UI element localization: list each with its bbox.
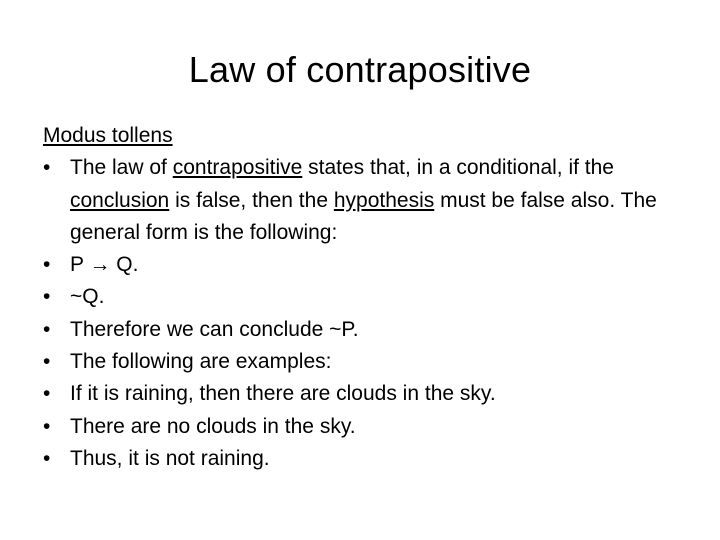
bullet-icon: • (43, 382, 51, 406)
slide-content (43, 120, 693, 475)
bullet-text: The following are examples: (70, 350, 332, 374)
bullet-text: ~Q. (70, 285, 105, 309)
list-item (43, 314, 693, 346)
bullet-text-part: The law of (70, 156, 173, 180)
list-item (43, 378, 693, 410)
list-item (43, 249, 693, 281)
conclusion-link[interactable]: conclusion (70, 188, 170, 212)
bullet-text-part: must be false also. The general form is the following: (70, 188, 657, 244)
bullet-text-part: states that, in a conditional, if the (302, 156, 614, 180)
modus-tollens-link[interactable]: Modus tollens (43, 124, 173, 147)
bullet-icon: • (43, 446, 51, 470)
slide-title: Law of contrapositive (188, 49, 532, 90)
bullet-icon: • (43, 253, 51, 277)
list-item (43, 152, 693, 249)
bullet-list (43, 152, 693, 475)
bullet-text: If it is raining, then there are clouds in the sky. (70, 382, 496, 406)
bullet-icon: • (43, 414, 51, 438)
bullet-text-part: is false, then the (169, 188, 334, 212)
bullet-icon: • (43, 156, 51, 180)
list-item (43, 346, 693, 378)
bullet-text: Thus, it is not raining. (70, 446, 270, 470)
bullet-icon: • (43, 350, 51, 374)
contrapositive-link[interactable]: contrapositive (172, 156, 303, 180)
bullet-icon: • (43, 317, 51, 341)
bullet-text: There are no clouds in the sky. (70, 414, 356, 438)
list-item (43, 443, 693, 475)
bullet-text: Therefore we can conclude ~P. (70, 317, 359, 341)
bullet-icon: • (43, 285, 51, 309)
list-item (43, 281, 693, 313)
bullet-text: P → Q. (70, 253, 139, 277)
list-item (43, 411, 693, 443)
hypothesis-link[interactable]: hypothesis (333, 188, 435, 212)
